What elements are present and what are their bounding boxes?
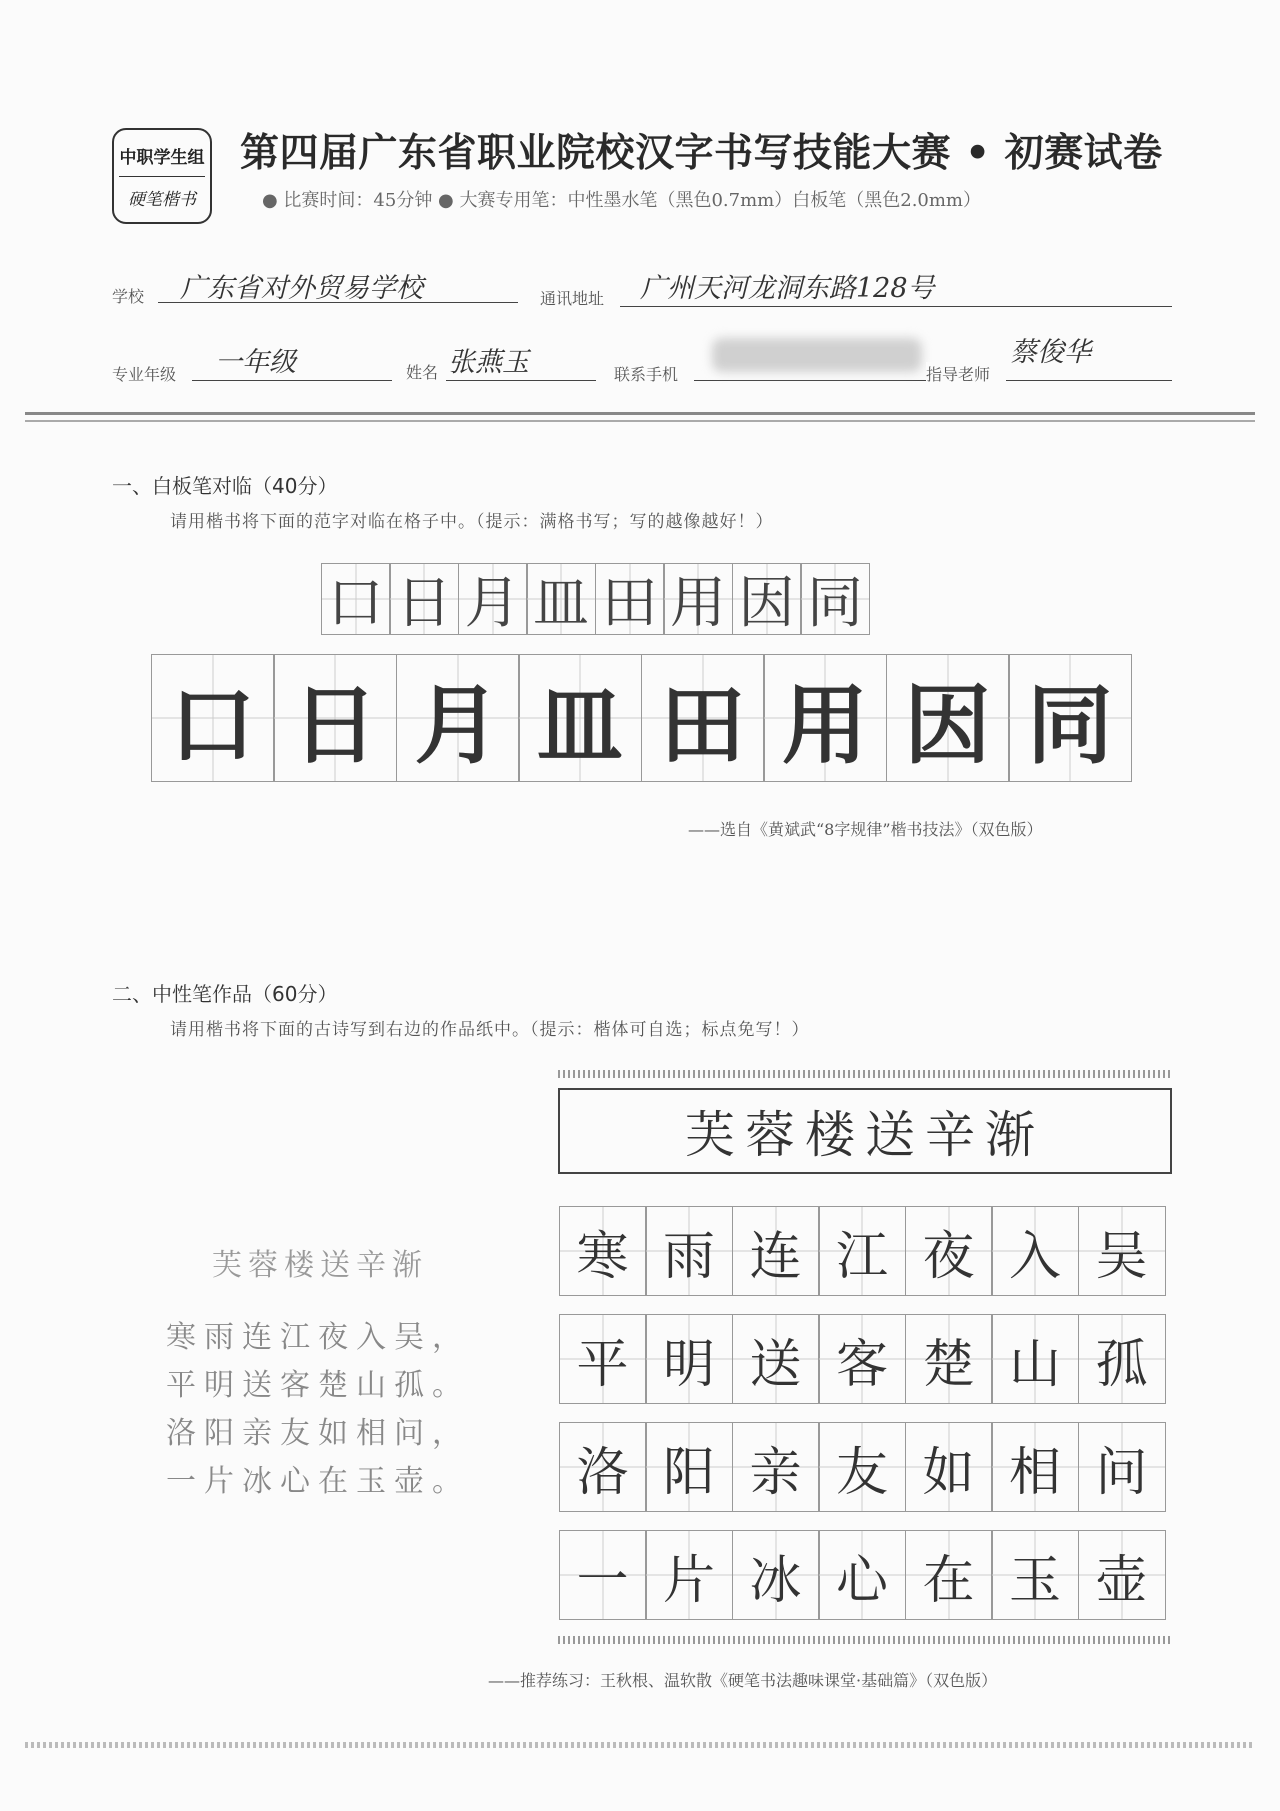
- paper-top-border: [558, 1070, 1172, 1078]
- section1-title: 一、白板笔对临（40分）: [112, 474, 338, 498]
- model-char-cell: 月: [396, 654, 520, 782]
- ref-poem-line: 一片冰心在玉壶。: [166, 1464, 470, 1499]
- section2-note: 请用楷书将下面的古诗写到右边的作品纸中。（提示：楷体可自选；标点免写！）: [170, 1020, 810, 1040]
- model-char-cell: 日: [273, 654, 397, 782]
- poem-char-cell[interactable]: 送: [732, 1314, 820, 1404]
- ref-poem-line: 寒雨连江夜入吴，: [166, 1320, 470, 1355]
- exam-title: 第四届广东省职业院校汉字书写技能大赛 • 初赛试卷: [240, 131, 1163, 176]
- section2-title: 二、中性笔作品（60分）: [112, 982, 338, 1006]
- exam-subtitle: ● 比赛时间：45分钟 ● 大赛专用笔：中性墨水笔（黑色0.7mm）白板笔（黑色2.0mm）: [262, 190, 982, 211]
- poem-char-cell[interactable]: 明: [645, 1314, 733, 1404]
- address-label: 通讯地址: [540, 289, 605, 308]
- model-char-cell: 同: [1008, 654, 1132, 782]
- poem-row: [560, 1206, 1166, 1296]
- ref-poem-title: 芙蓉楼送辛渐: [212, 1248, 428, 1283]
- poem-char-cell[interactable]: 亲: [732, 1422, 820, 1512]
- badge-category: 硬笔楷书: [128, 189, 196, 210]
- model-char-cell: 用: [763, 654, 887, 782]
- student-char-cell[interactable]: 用: [663, 563, 733, 635]
- poem-row: [560, 1314, 1166, 1404]
- phone-redacted: [712, 338, 922, 372]
- student-char-cell[interactable]: 日: [389, 563, 459, 635]
- poem-char-cell[interactable]: 夜: [905, 1206, 993, 1296]
- poem-char-cell[interactable]: 吴: [1078, 1206, 1166, 1296]
- grade-value: 一年级: [215, 347, 296, 378]
- section1-note: 请用楷书将下面的范字对临在格子中。（提示：满格书写；写的越像越好！）: [170, 512, 774, 532]
- school-value: 广东省对外贸易学校: [180, 273, 423, 304]
- header-divider-thin: [25, 420, 1255, 422]
- poem-char-cell[interactable]: 寒: [559, 1206, 647, 1296]
- poem-row: [560, 1422, 1166, 1512]
- section2-source: ——推荐练习：王秋根、温软散《硬笔书法趣味课堂·基础篇》（双色版）: [488, 1671, 998, 1690]
- teacher-label: 指导老师: [926, 362, 990, 385]
- model-char-row: [152, 654, 1132, 782]
- badge-group: 中职学生组: [119, 143, 205, 177]
- poem-title-box: 芙蓉楼送辛渐: [558, 1088, 1172, 1174]
- grade-label: 专业年级: [112, 365, 177, 384]
- student-char-cell[interactable]: 田: [595, 563, 665, 635]
- poem-char-cell[interactable]: 连: [732, 1206, 820, 1296]
- model-char-cell: 皿: [518, 654, 642, 782]
- poem-char-cell[interactable]: 客: [818, 1314, 906, 1404]
- name-label: 姓名: [406, 363, 439, 382]
- school-label: 学校: [112, 287, 145, 306]
- poem-char-cell[interactable]: 问: [1078, 1422, 1166, 1512]
- model-char-cell: 田: [641, 654, 765, 782]
- poem-char-cell[interactable]: 冰: [732, 1530, 820, 1620]
- poem-char-cell[interactable]: 壶: [1078, 1530, 1166, 1620]
- ref-poem-line: 洛阳亲友如相问，: [166, 1416, 470, 1451]
- student-char-cell[interactable]: 口: [321, 563, 391, 635]
- poem-char-cell[interactable]: 孤: [1078, 1314, 1166, 1404]
- model-char-cell: 口: [151, 654, 275, 782]
- model-char-cell: 因: [886, 654, 1010, 782]
- ref-poem-line: 平明送客楚山孤。: [166, 1368, 470, 1403]
- poem-row: [560, 1530, 1166, 1620]
- student-char-cell[interactable]: 因: [732, 563, 802, 635]
- poem-char-cell[interactable]: 玉: [991, 1530, 1079, 1620]
- poem-char-cell[interactable]: 友: [818, 1422, 906, 1512]
- poem-char-cell[interactable]: 阳: [645, 1422, 733, 1512]
- paper-bottom-border: [558, 1636, 1172, 1644]
- address-value: 广州天河龙洞东路128号: [640, 273, 935, 304]
- poem-char-cell[interactable]: 入: [991, 1206, 1079, 1296]
- poem-char-cell[interactable]: 楚: [905, 1314, 993, 1404]
- student-char-cell[interactable]: 皿: [526, 563, 596, 635]
- poem-char-cell[interactable]: 一: [559, 1530, 647, 1620]
- poem-char-cell[interactable]: 洛: [559, 1422, 647, 1512]
- poem-char-cell[interactable]: 如: [905, 1422, 993, 1512]
- student-char-cell[interactable]: 月: [458, 563, 528, 635]
- student-char-row: [322, 563, 870, 635]
- poem-char-cell[interactable]: 雨: [645, 1206, 733, 1296]
- teacher-value: 蔡俊华: [1010, 337, 1091, 368]
- student-char-cell[interactable]: 同: [800, 563, 870, 635]
- poem-char-cell[interactable]: 相: [991, 1422, 1079, 1512]
- phone-label: 联系手机: [614, 365, 679, 384]
- group-badge: [112, 128, 212, 224]
- poem-char-cell[interactable]: 山: [991, 1314, 1079, 1404]
- poem-char-cell[interactable]: 心: [818, 1530, 906, 1620]
- section1-source: ——选自《黄斌武“8字规律”楷书技法》（双色版）: [688, 820, 1043, 839]
- name-value: 张燕玉: [448, 347, 529, 378]
- poem-char-cell[interactable]: 平: [559, 1314, 647, 1404]
- poem-char-cell[interactable]: 在: [905, 1530, 993, 1620]
- poem-char-cell[interactable]: 江: [818, 1206, 906, 1296]
- poem-char-cell[interactable]: 片: [645, 1530, 733, 1620]
- footer-rule: [25, 1742, 1255, 1748]
- header-divider: [25, 412, 1255, 415]
